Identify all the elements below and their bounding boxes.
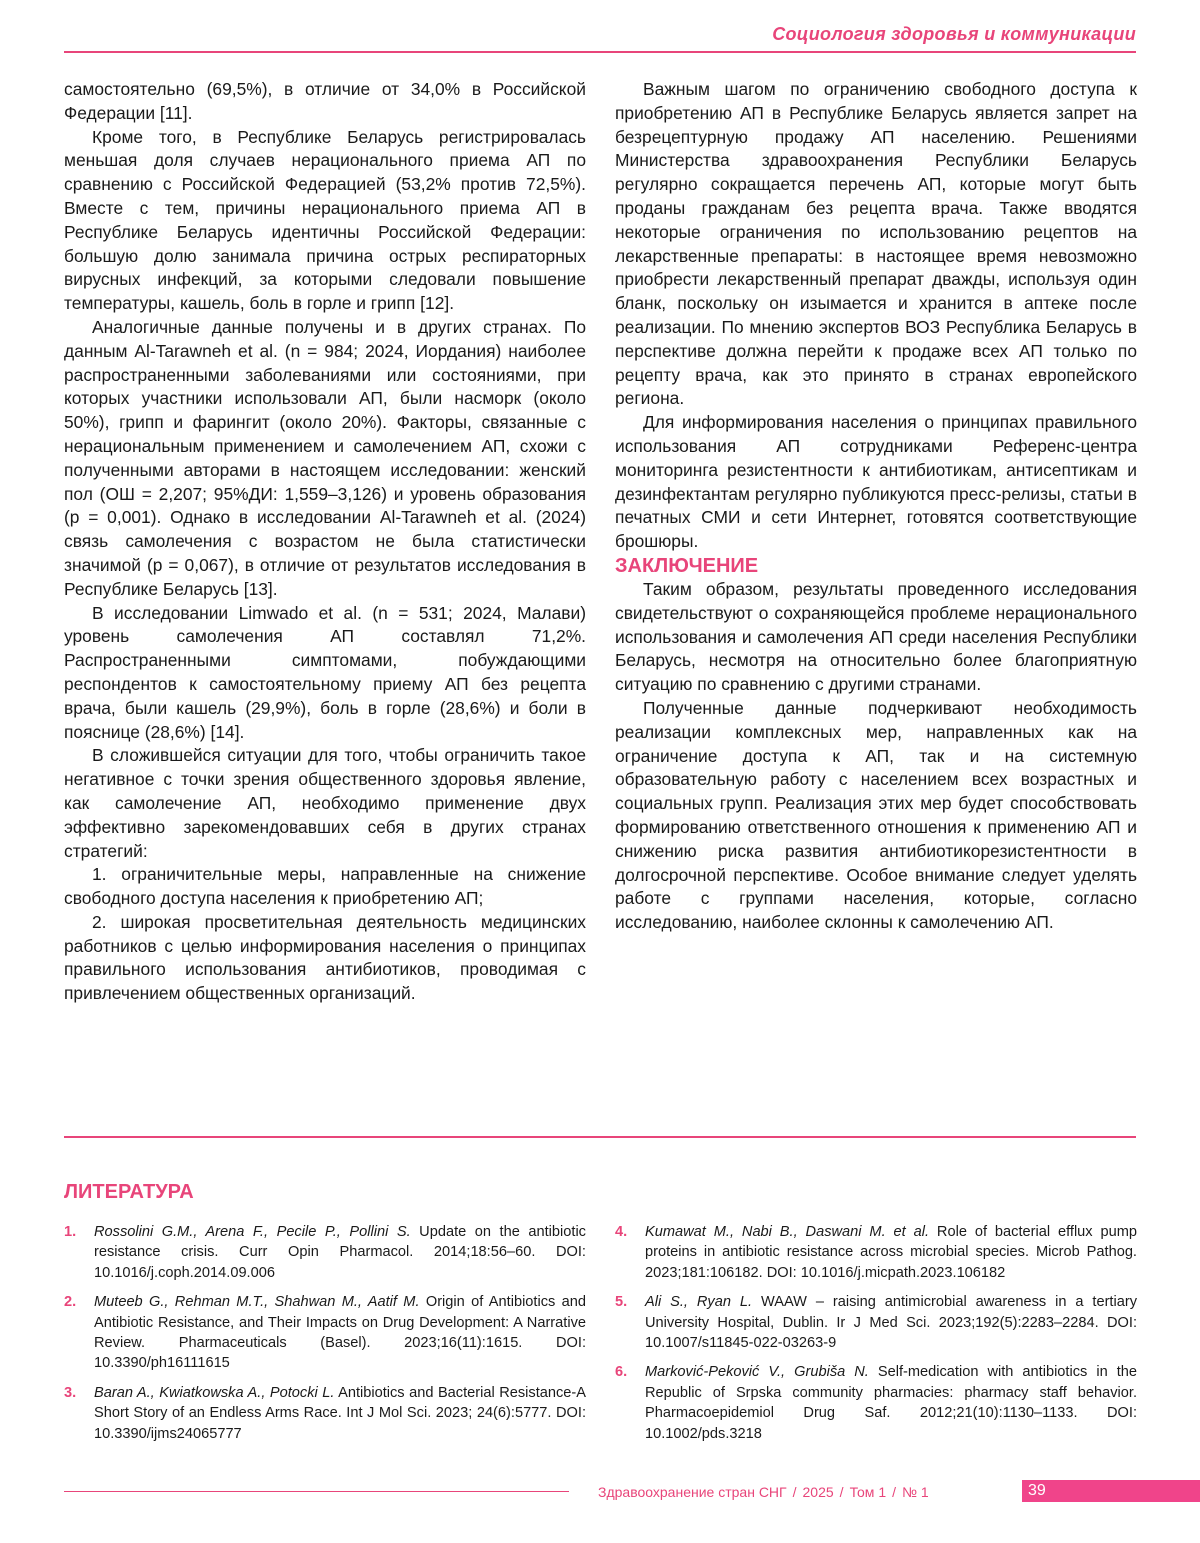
reference-text: Update on the antibiotic resistance crisis. Curr Opin Pharmacol. 2014;18:56–60. DOI: 10.1016/j.coph.2014.09.006 xyxy=(94,1224,586,1281)
paragraph: В исследовании Limwado et al. (n = 531; 2024, Малави) уровень самолечения АП составлял 71,2%. Распространенными симптомами, побуждающими респондентов к самостоятельному приему АП без рецепта врача, были кашель (29,9%), боль в горле (28,6%) и боли в пояснице (28,6%) [14]. xyxy=(64,602,586,742)
references-divider xyxy=(64,1136,1136,1138)
list-item: 1. ограничительные меры, направленные на снижение свободного доступа населения к приобретению АП; xyxy=(64,864,586,909)
paragraph: Кроме того, в Республике Беларусь регистрировалась меньшая доля случаев нерационального приема АП по сравнению с Российской Федерацией (53,2% против 72,5%). Вместе с тем, причины нерационального приема АП в Республике Беларусь идентичны Российской Федерации: большую долю занимала причина острых респираторных вирусных инфекций, за которыми следовали повышение температуры, кашель, боль в горле и грипп [12]. xyxy=(64,126,586,314)
footer-separator: / xyxy=(839,1484,844,1500)
footer-divider xyxy=(64,1491,569,1492)
footer-journal: Здравоохранение стран СНГ xyxy=(598,1484,787,1500)
left-text-column xyxy=(64,78,586,1006)
paragraph: Важным шагом по ограничению свободного доступа к приобретению АП в Республике Беларусь является запрет на безрецептурную продажу АП населению. Решениями Министерства здравоохранения Республики Беларусь регулярно сокращается перечень АП, которые могут быть проданы гражданам без рецепта врача. Также вводятся некоторые ограничения по использованию рецептов на лекарственные препараты: в настоящее время невозможно приобрести лекарственный препарат дважды, используя один бланк, поскольку он изымается и хранится в аптеке после реализации. По мнению экспертов ВОЗ Республика Беларусь в перспективе должна перейти к продаже всех АП только по рецепту врача, как это принято в странах европейского региона. xyxy=(615,79,1137,409)
conclusion-heading: ЗАКЛЮЧЕНИЕ xyxy=(615,554,759,577)
reference-text: Role of bacterial efflux pump proteins in antibiotic resistance across microbial species. Microb Pathog. 2023;181:106182. DOI: 10.1016/j.micpath.2023.106182 xyxy=(645,1224,1137,1281)
footer-citation xyxy=(598,1484,929,1500)
paragraph: Полученные данные подчеркивают необходимость реализации комплексных мер, направленных как на ограничение доступа к АП, так и на системную образовательную работу с населением всех возрастных и социальных групп. Реализация этих мер будет способствовать формированию ответственного отношения к применению АП и снижению риска развития антибиотикорезистентности в долгосрочной перспективе. Особое внимание следует уделять работе с группами населения, которые, согласно исследованию, наиболее склонны к самолечению АП. xyxy=(615,697,1137,933)
reference-authors: Rossolini G.M., Arena F., Pecile P., Pollini S. xyxy=(94,1224,411,1240)
footer-separator: / xyxy=(792,1484,797,1500)
reference-number: 1. xyxy=(64,1224,77,1240)
reference-text: Self-medication with antibiotics in the Republic of Srpska community pharmacies: pharmacy staff behavior. Pharmacoepidemiol Drug Saf. 2012;21(10):1130–1133. DOI: 10.1002/pds.3218 xyxy=(645,1364,1137,1442)
reference-item xyxy=(64,1383,586,1444)
references-list-left xyxy=(64,1222,586,1453)
running-header-section: Социология здоровья и коммуникации xyxy=(772,24,1136,44)
reference-authors: Muteeb G., Rehman M.T., Shahwan M., Aatif M. xyxy=(94,1294,420,1311)
reference-text: WAAW – raising antimicrobial awareness in a tertiary University Hospital, Dublin. Ir J Med Sci. 2023;192(5):2283–2284. DOI: 10.1007/s11845-022-03263-9 xyxy=(645,1294,1138,1352)
page-number: 39 xyxy=(1022,1480,1200,1502)
reference-authors: Kumawat M., Nabi B., Daswani M. et al. xyxy=(645,1224,930,1240)
list-item: 2. широкая просветительная деятельность медицинских работников с целью информирования населения о принципах правильного использования антибиотиков, проводимая с привлечением общественных организаций. xyxy=(64,911,586,1004)
references-heading: ЛИТЕРАТУРА xyxy=(64,1181,194,1203)
reference-item xyxy=(615,1222,1137,1283)
reference-number: 2. xyxy=(64,1294,77,1311)
paragraph: Таким образом, результаты проведенного исследования свидетельствуют о сохраняющейся проблеме нерационального использования и самолечения АП среди населения Республики Беларусь, несмотря на относительно более благоприятную ситуацию по сравнению с другими странами. xyxy=(615,578,1137,695)
reference-item xyxy=(64,1222,586,1283)
footer-year: 2025 xyxy=(802,1484,834,1500)
references-list-right xyxy=(615,1222,1137,1453)
footer-separator: / xyxy=(892,1484,896,1500)
reference-number: 5. xyxy=(615,1294,628,1311)
header-divider xyxy=(64,51,1136,53)
paragraph: Аналогичные данные получены и в других странах. По данным Al-Tarawneh et al. (n = 984; 2024, Иордания) наиболее распространенными заболеваниями или состояниями, при которых участники использовали АП, были насморк (около 50%), грипп и фарингит (около 20%). Факторы, связанные с нерациональным применением и самолечением АП, схожи с полученными авторами в настоящем исследовании: женский пол (ОШ = 2,207; 95%ДИ: 1,559–3,126) и уровень образования (p = 0,001). Однако в исследовании Al-Tarawneh et al. (2024) связь самолечения с возрастом не была статистически значимой (p = 0,067), в отличие от результатов исследования в Республике Беларусь [13]. xyxy=(64,316,586,599)
reference-text: Antibiotics and Bacterial Resistance-A Short Story of an Endless Arms Race. Int J Mol Sci. 2023; 24(6):5777. DOI: 10.3390/ijms24065777 xyxy=(94,1384,587,1442)
paragraph: В сложившейся ситуации для того, чтобы ограничить такое негативное с точки зрения общественного здоровья явление, как самолечение АП, необходимо применение двух эффективно зарекомендовавших себя в других странах стратегий: xyxy=(64,745,586,861)
reference-authors: Marković-Peković V., Grubiša N. xyxy=(645,1364,869,1381)
reference-item xyxy=(64,1292,586,1374)
reference-item xyxy=(615,1362,1137,1444)
paragraph: Для информирования населения о принципах правильного использования АП сотрудниками Референс-центра мониторинга резистентности к антибиотикам, антисептикам и дезинфектантам регулярно публикуются пресс-релизы, статьи в печатных СМИ и сети Интернет, готовятся соответствующие брошюры. xyxy=(615,412,1137,552)
reference-authors: Baran A., Kwiatkowska A., Potocki L. xyxy=(94,1384,335,1401)
reference-number: 3. xyxy=(64,1384,77,1401)
reference-number: 4. xyxy=(615,1224,628,1240)
footer-issue: № 1 xyxy=(902,1484,929,1500)
reference-item xyxy=(615,1292,1137,1353)
reference-number: 6. xyxy=(615,1364,628,1381)
reference-text: Origin of Antibiotics and Antibiotic Resistance, and Their Impacts on Drug Development: A Narrative Review. Pharmaceuticals (Basel). 2023;16(11):1615. DOI: 10.3390/ph16111615 xyxy=(94,1294,586,1372)
right-text-column xyxy=(615,78,1137,935)
paragraph: самостоятельно (69,5%), в отличие от 34,0% в Российской Федерации [11]. xyxy=(64,79,586,123)
reference-authors: Ali S., Ryan L. xyxy=(645,1294,753,1311)
footer-volume: Том 1 xyxy=(849,1484,887,1500)
